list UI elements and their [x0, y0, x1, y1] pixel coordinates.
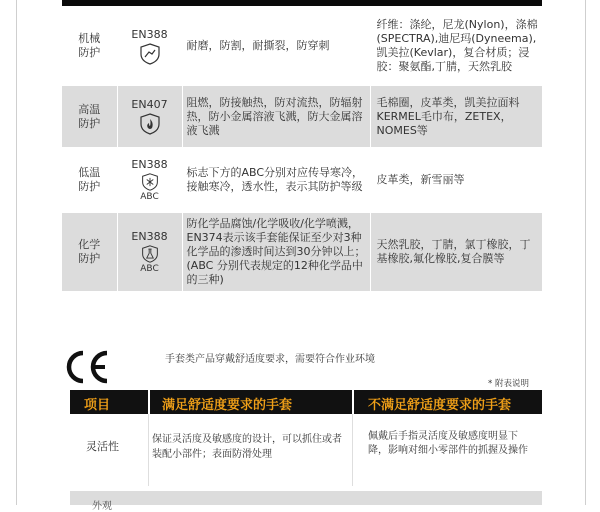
category-label: 防护 — [78, 252, 101, 265]
standard-code: EN407 — [131, 98, 168, 111]
header-divider — [148, 390, 150, 414]
row-satisfies-text: 保证灵活度及敏感度的设计，可以抓住或者装配小部件；表面防滑处理 — [152, 434, 342, 460]
description-cell: 耐磨，防割，耐撕裂，防穿刺 — [182, 6, 370, 86]
category-label: 机械 — [78, 32, 101, 45]
standard-cell — [117, 6, 182, 86]
footnote-label: * 附表说明 — [488, 379, 529, 389]
row-item-label: 外观 — [92, 501, 112, 512]
header-item: 项目 — [84, 398, 111, 413]
comfort-row-flexibility — [70, 414, 542, 486]
materials-cell: 纤维：涤纶，尼龙(Nylon)，涤棉(SPECTRA),迪尼玛(Dyneema),凯美拉(Kevlar)，复合材质；浸胶：聚氨酯,丁腈，天然乳胶 — [370, 6, 542, 86]
materials-cell: 皮革类，新雪丽等 — [370, 147, 542, 213]
standard-cell — [117, 147, 182, 213]
row-divider — [352, 414, 353, 486]
comfort-caption: 手套类产品穿戴舒适度要求，需要符合作业环境 — [165, 354, 375, 365]
header-fails: 不满足舒适度要求的手套 — [368, 398, 512, 413]
row-divider — [148, 414, 149, 486]
table-row — [62, 213, 542, 291]
category-label: 低温 — [78, 166, 101, 179]
category-cell — [62, 86, 117, 147]
header-divider — [352, 390, 354, 414]
standard-code: EN388 — [131, 27, 168, 41]
protection-table — [62, 6, 542, 291]
flask-shield-icon — [141, 245, 159, 263]
category-label: 化学 — [78, 238, 101, 251]
flame-shield-icon — [139, 113, 161, 135]
table-row — [62, 147, 542, 213]
category-label: 防护 — [78, 180, 101, 193]
description-cell: 防化学品腐蚀/化学吸收/化学喷溅，EN374表示该手套能保证至少对3种化学品的渗透时间达到30分钟以上；(ABC 分别代表规定的12种化学品中的三种) — [182, 213, 370, 291]
mechanical-shield-icon — [139, 43, 161, 65]
materials-cell: 天然乳胶，丁腈，氯丁橡胶，丁基橡胶,氟化橡胶,复合膜等 — [370, 213, 542, 291]
standard-cell — [117, 213, 182, 291]
standard-subcode: ABC — [140, 263, 159, 274]
comfort-row-appearance — [70, 491, 542, 512]
category-cell — [62, 6, 117, 86]
category-cell — [62, 213, 117, 291]
description-cell: 标志下方的ABC分别对应传导寒冷，接触寒冷，透水性，表示其防护等级 — [182, 147, 370, 213]
category-label: 高温 — [78, 102, 101, 116]
standard-code: EN388 — [131, 157, 168, 171]
category-label: 防护 — [78, 116, 101, 130]
description-cell: 阻燃，防接触热，防对流热，防辐射热，防小金属溶液飞溅，防大金属溶液飞溅 — [182, 86, 370, 147]
category-label: 防护 — [78, 46, 101, 59]
category-cell — [62, 147, 117, 213]
table-row — [62, 6, 542, 86]
table-row — [62, 86, 542, 147]
standard-code: EN388 — [131, 229, 168, 243]
comfort-table-header — [70, 390, 542, 414]
materials-cell: 毛棉圈，皮革类，凯美拉面料KERMEL毛巾布，ZETEX，NOMES等 — [370, 86, 542, 147]
standard-cell — [117, 86, 182, 147]
row-item-label: 灵活性 — [86, 440, 119, 453]
header-satisfies: 满足舒适度要求的手套 — [162, 398, 293, 413]
row-fails-text: 佩戴后手指灵活度及敏感度明显下降，影响对细小零部件的抓握及操作 — [368, 431, 528, 456]
snowflake-shield-icon — [141, 173, 159, 191]
standard-subcode: ABC — [140, 191, 159, 202]
ce-mark-logo — [64, 349, 110, 385]
